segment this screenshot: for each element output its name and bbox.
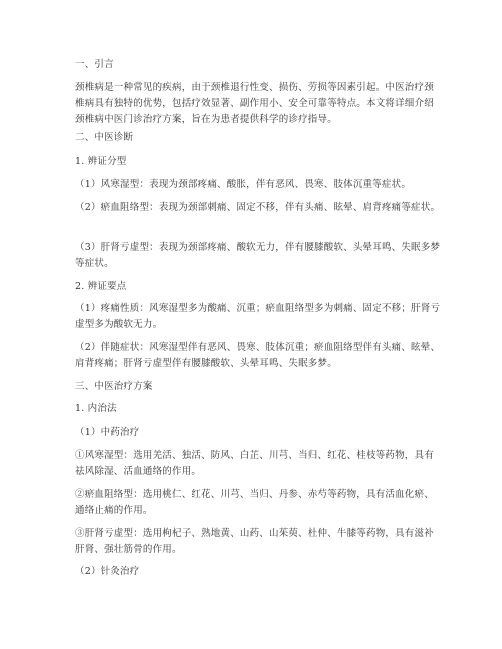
paragraph-accompanying-symptoms: （2）伴随症状：风寒湿型伴有恶风、畏寒、肢体沉重；瘀血阻络型伴有头痛、眩晕、肩背疼痛；肝肾亏虚型伴有腰膝酸软、头晕耳鸣、失眠多梦。: [75, 342, 441, 369]
subheading-syndrome-types: 1. 辨证分型: [75, 156, 127, 167]
paragraph-liver-kidney: （3）肝肾亏虚型：表现为颈部疼痛、酸软无力，伴有腰膝酸软、头晕耳鸣、失眠多梦等症状。: [75, 242, 441, 269]
paragraph-herbs-liver-kidney: ③肝肾亏虚型：选用枸杞子、熟地黄、山药、山茱萸、杜仲、牛膝等药物，具有滋补肝肾、强壮筋骨的作用。: [75, 528, 434, 555]
paragraph-introduction: 颈椎病是一种常见的疾病，由于颈椎退行性变、损伤、劳损等因素引起。中医治疗颈椎病具有独特的优势，包括疗效显著、副作用小、安全可靠等特点。本文将详细介绍颈椎病中医门诊治疗方案，旨在为患者提供科学的诊疗指导。: [75, 82, 434, 125]
subheading-herbal-medicine: （1）中药治疗: [75, 427, 140, 438]
subheading-acupuncture: （2）针灸治疗: [75, 566, 140, 577]
paragraph-herbs-blood-stasis: ②瘀血阻络型：选用桃仁、红花、川芎、当归、丹参、赤芍等药物，具有活血化瘀、通络止痛的作用。: [75, 489, 434, 516]
section-heading-introduction: 一、引言: [75, 59, 114, 70]
paragraph-pain-nature: （1）疼痛性质：风寒湿型多为酸痛、沉重；瘀血阻络型多为刺痛、固定不移；肝肾亏虚型多为酸软无力。: [75, 303, 441, 330]
subheading-key-points: 2. 辨证要点: [75, 281, 127, 292]
paragraph-blood-stasis: （2）瘀血阻络型：表现为颈部刺痛、固定不移，伴有头痛、眩晕、肩背疼痛等症状。: [75, 202, 441, 213]
subheading-internal-treatment: 1. 内治法: [75, 403, 117, 414]
section-heading-treatment: 三、中医治疗方案: [75, 381, 153, 392]
paragraph-wind-cold-damp: （1）风寒湿型：表现为颈部疼痛、酸胀，伴有恶风、畏寒、肢体沉重等症状。: [75, 179, 412, 190]
paragraph-herbs-wind-cold-damp: ①风寒湿型：选用羌活、独活、防风、白芷、川芎、当归、红花、桂枝等药物，具有祛风除湿、活血通络的作用。: [75, 450, 434, 477]
section-heading-diagnosis: 二、中医诊断: [75, 132, 134, 143]
